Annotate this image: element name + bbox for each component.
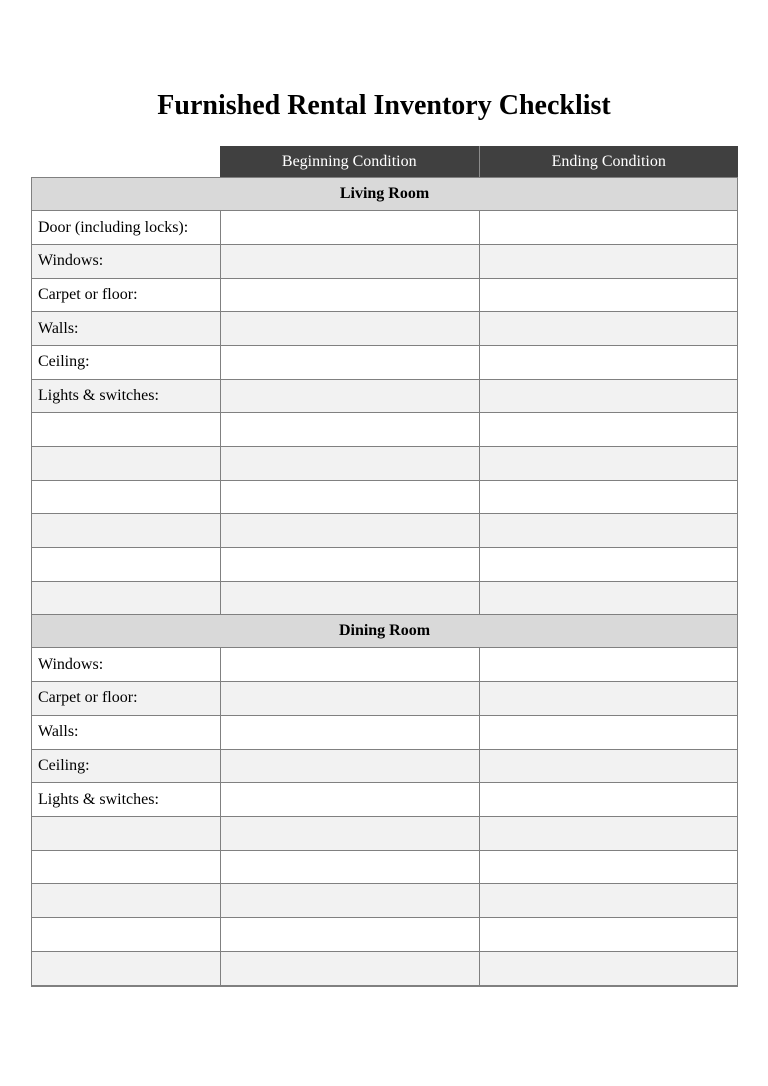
item-label-cell: Walls: <box>32 716 221 749</box>
inventory-row <box>32 380 737 414</box>
beginning-condition-cell[interactable] <box>221 447 480 480</box>
beginning-condition-cell[interactable] <box>221 245 480 278</box>
inventory-row <box>32 716 737 750</box>
ending-condition-cell[interactable] <box>480 582 738 615</box>
column-header-beginning-condition: Beginning Condition <box>220 146 479 177</box>
beginning-condition-cell[interactable] <box>221 380 480 413</box>
inventory-row <box>32 952 737 986</box>
inventory-row <box>32 211 737 245</box>
inventory-row <box>32 851 737 885</box>
inventory-row <box>32 648 737 682</box>
inventory-table <box>31 146 738 987</box>
item-label-cell[interactable] <box>32 548 221 581</box>
beginning-condition-cell[interactable] <box>221 514 480 547</box>
inventory-row <box>32 884 737 918</box>
item-label-cell[interactable] <box>32 413 221 446</box>
beginning-condition-cell[interactable] <box>221 279 480 312</box>
inventory-row <box>32 346 737 380</box>
item-label-cell: Lights & switches: <box>32 380 221 413</box>
ending-condition-cell[interactable] <box>480 682 738 715</box>
item-label-cell: Ceiling: <box>32 346 221 379</box>
inventory-row <box>32 750 737 784</box>
beginning-condition-cell[interactable] <box>221 716 480 749</box>
beginning-condition-cell[interactable] <box>221 918 480 951</box>
item-label-cell[interactable] <box>32 851 221 884</box>
ending-condition-cell[interactable] <box>480 817 738 850</box>
inventory-row <box>32 682 737 716</box>
ending-condition-cell[interactable] <box>480 884 738 917</box>
beginning-condition-cell[interactable] <box>221 682 480 715</box>
ending-condition-cell[interactable] <box>480 413 738 446</box>
ending-condition-cell[interactable] <box>480 851 738 884</box>
inventory-row <box>32 312 737 346</box>
beginning-condition-cell[interactable] <box>221 648 480 681</box>
ending-condition-cell[interactable] <box>480 750 738 783</box>
item-label-cell[interactable] <box>32 918 221 951</box>
beginning-condition-cell[interactable] <box>221 312 480 345</box>
item-label-cell[interactable] <box>32 952 221 986</box>
beginning-condition-cell[interactable] <box>221 750 480 783</box>
item-label-cell: Windows: <box>32 648 221 681</box>
item-label-cell[interactable] <box>32 447 221 480</box>
item-label-cell[interactable] <box>32 817 221 850</box>
ending-condition-cell[interactable] <box>480 952 738 986</box>
ending-condition-cell[interactable] <box>480 312 738 345</box>
beginning-condition-cell[interactable] <box>221 582 480 615</box>
item-label-cell: Door (including locks): <box>32 211 221 244</box>
ending-condition-cell[interactable] <box>480 716 738 749</box>
item-label-cell[interactable] <box>32 514 221 547</box>
item-label-cell: Walls: <box>32 312 221 345</box>
beginning-condition-cell[interactable] <box>221 413 480 446</box>
ending-condition-cell[interactable] <box>480 918 738 951</box>
inventory-row <box>32 918 737 952</box>
item-label-cell[interactable] <box>32 481 221 514</box>
condition-header-row <box>220 146 738 177</box>
ending-condition-cell[interactable] <box>480 548 738 581</box>
inventory-row <box>32 514 737 548</box>
ending-condition-cell[interactable] <box>480 211 738 244</box>
inventory-row <box>32 481 737 515</box>
ending-condition-cell[interactable] <box>480 346 738 379</box>
inventory-row <box>32 548 737 582</box>
section-header-dining-room: Dining Room <box>32 615 737 648</box>
ending-condition-cell[interactable] <box>480 447 738 480</box>
ending-condition-cell[interactable] <box>480 514 738 547</box>
beginning-condition-cell[interactable] <box>221 851 480 884</box>
inventory-row <box>32 582 737 616</box>
beginning-condition-cell[interactable] <box>221 346 480 379</box>
item-label-cell: Carpet or floor: <box>32 682 221 715</box>
beginning-condition-cell[interactable] <box>221 548 480 581</box>
item-label-cell: Windows: <box>32 245 221 278</box>
ending-condition-cell[interactable] <box>480 481 738 514</box>
section-header-living-room: Living Room <box>32 178 737 211</box>
inventory-row <box>32 447 737 481</box>
ending-condition-cell[interactable] <box>480 279 738 312</box>
beginning-condition-cell[interactable] <box>221 952 480 986</box>
beginning-condition-cell[interactable] <box>221 211 480 244</box>
item-label-cell[interactable] <box>32 884 221 917</box>
page-title: Furnished Rental Inventory Checklist <box>157 90 611 121</box>
inventory-row <box>32 413 737 447</box>
inventory-row <box>32 817 737 851</box>
beginning-condition-cell[interactable] <box>221 817 480 850</box>
inventory-table-body <box>31 177 738 987</box>
beginning-condition-cell[interactable] <box>221 884 480 917</box>
ending-condition-cell[interactable] <box>480 648 738 681</box>
column-header-ending-condition: Ending Condition <box>479 146 739 177</box>
item-label-cell: Lights & switches: <box>32 783 221 816</box>
ending-condition-cell[interactable] <box>480 783 738 816</box>
item-label-cell: Ceiling: <box>32 750 221 783</box>
inventory-row <box>32 279 737 313</box>
beginning-condition-cell[interactable] <box>221 783 480 816</box>
ending-condition-cell[interactable] <box>480 245 738 278</box>
beginning-condition-cell[interactable] <box>221 481 480 514</box>
inventory-row <box>32 783 737 817</box>
item-label-cell: Carpet or floor: <box>32 279 221 312</box>
item-label-cell[interactable] <box>32 582 221 615</box>
inventory-row <box>32 245 737 279</box>
ending-condition-cell[interactable] <box>480 380 738 413</box>
